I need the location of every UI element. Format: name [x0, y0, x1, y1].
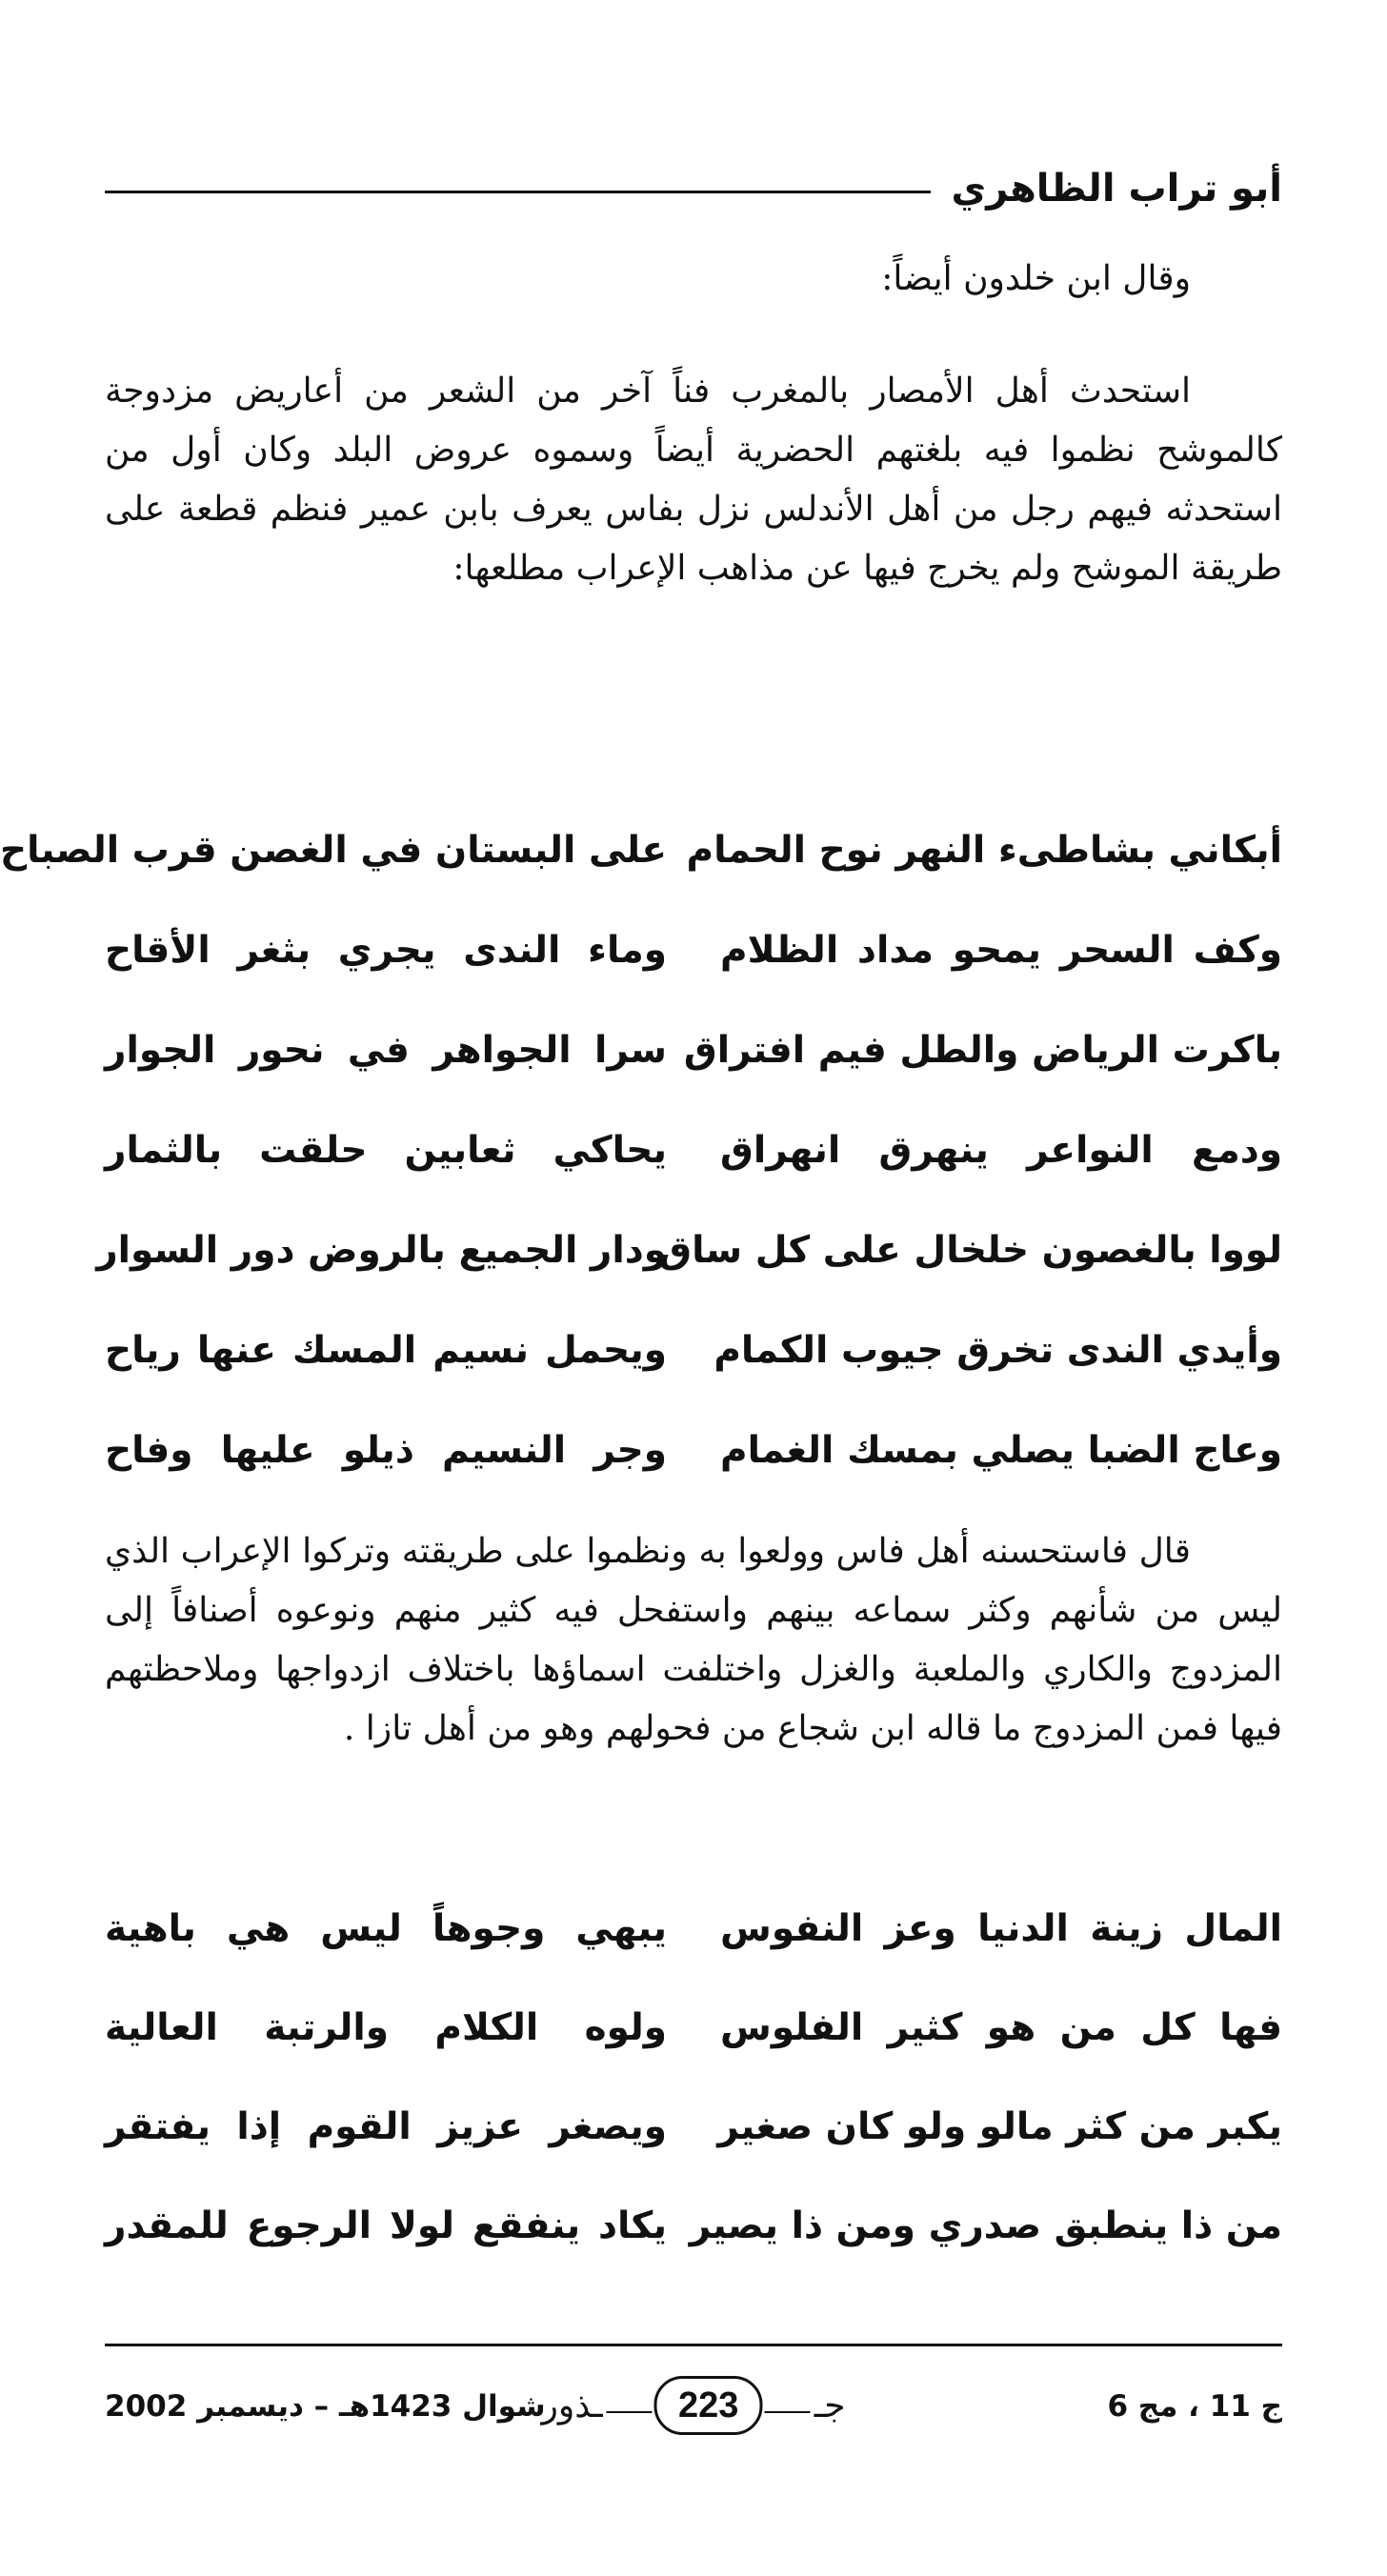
verse-row — [105, 1100, 1282, 1200]
paragraph-2-text: قال فاستحسنه أهل فاس وولعوا به ونظموا على طريقته وتركوا الإعراب الذي ليس من شأنهم وكثر سماعه بينهم واستفحل فيه كثير منهم ونوعوه أصنافاً إلى المزدوج والكاري والملعبة والغزل واختلفت اسماؤها باختلاف ازدواجها وملاحظتهم فيها فمن المزدوج ما قاله ابن شجاع من فحولهم وهو من أهل تازا . — [105, 1532, 1282, 1748]
journal-name-prefix: جـ — [814, 2385, 846, 2425]
footer-date: شوال 1423هـ – ديسمبر 2002 — [105, 2389, 546, 2424]
verse-first-hemistich: وكف السحر يمحو مداد الظلام — [720, 929, 1282, 972]
verse-row — [105, 2176, 1282, 2275]
verse-second-hemistich: يبهي وجوهاً ليس هي باهية — [105, 1906, 667, 1950]
verse-second-hemistich: وجر النسيم ذيلو عليها وفاح — [105, 1429, 667, 1472]
intro-text: وقال ابن خلدون أيضاً: — [881, 259, 1191, 298]
intro-line — [105, 250, 1282, 309]
verse-first-hemistich: لووا بالغصون خلخال على كل ساق — [658, 1229, 1282, 1272]
verse-second-hemistich: ودار الجميع بالروض دور السوار — [96, 1229, 667, 1272]
verse-second-hemistich: ويصغر عزيز القوم إذا يفتقر — [105, 2104, 667, 2148]
running-header — [105, 160, 1282, 217]
page-footer — [105, 2372, 1282, 2448]
verse-row — [105, 1300, 1282, 1400]
verse-row — [105, 2077, 1282, 2176]
verse-block-2 — [105, 1879, 1282, 2275]
footer-issue: ج 11 ، مج 6 — [1107, 2389, 1282, 2424]
verse-first-hemistich: يكبر من كثر مالو ولو كان صغير — [717, 2104, 1282, 2148]
verse-row — [105, 900, 1282, 1000]
verse-first-hemistich: ودمع النواعر ينهرق انهراق — [720, 1129, 1282, 1172]
verse-row — [105, 1879, 1282, 1978]
verse-row — [105, 1400, 1282, 1500]
verse-first-hemistich: باكرت الرياض والطل فيم افتراق — [683, 1029, 1282, 1072]
verse-second-hemistich: يحاكي ثعابين حلقت بالثمار — [105, 1129, 667, 1172]
verse-row — [105, 1978, 1282, 2077]
verse-second-hemistich: ولوه الكلام والرتبة العالية — [105, 2005, 667, 2049]
verse-second-hemistich: ويحمل نسيم المسك عنها رياح — [105, 1329, 667, 1372]
verse-first-hemistich: فها كل من هو كثير الفلوس — [720, 2005, 1282, 2049]
verse-first-hemistich: أبكاني بشاطىء النهر نوح الحمام — [686, 829, 1282, 872]
verse-row — [105, 1000, 1282, 1100]
verse-block-1 — [0, 800, 1282, 1500]
verse-second-hemistich: يكاد ينفقع لولا الرجوع للمقدر — [105, 2204, 667, 2247]
verse-first-hemistich: من ذا ينطبق صدري ومن ذا يصير — [689, 2204, 1282, 2247]
paragraph-2 — [105, 1522, 1282, 1759]
paragraph-1-text: استحدث أهل الأمصار بالمغرب فناً آخر من الشعر من أعاريض مزدوجة كالموشح نظموا فيه بلغتهم الحضرية أيضاً وسموه عروض البلد وكان أول من استحدثه فيهم رجل من أهل الأندلس نزل بفاس يعرف بابن عمير فنظم قطعة على طريقة الموشح ولم يخرج فيها عن مذاهب الإعراب مطلعها: — [105, 372, 1282, 588]
verse-first-hemistich: وعاج الضبا يصلي بمسك الغمام — [720, 1429, 1282, 1472]
footer-journal-mark — [537, 2376, 849, 2435]
verse-first-hemistich: المال زينة الدنيا وعز النفوس — [720, 1906, 1282, 1950]
verse-row — [0, 800, 1282, 900]
header-rule — [105, 191, 931, 193]
verse-second-hemistich: على البستان في الغصن قرب الصباح — [0, 829, 667, 872]
verse-second-hemistich: سرا الجواهر في نحور الجوار — [105, 1029, 667, 1072]
paragraph-1 — [105, 362, 1282, 598]
tatweel-line — [765, 2411, 811, 2413]
page-number: 223 — [654, 2376, 763, 2435]
verse-first-hemistich: وأيدي الندى تخرق جيوب الكمام — [714, 1329, 1282, 1372]
verse-second-hemistich: وماء الندى يجري بثغر الأقاح — [105, 929, 667, 972]
journal-name-suffix: ـذور — [541, 2385, 603, 2425]
footer-rule — [105, 2344, 1282, 2346]
tatweel-line — [607, 2411, 653, 2413]
verse-row — [96, 1200, 1282, 1300]
header-author: أبو تراب الظاهري — [951, 167, 1282, 211]
